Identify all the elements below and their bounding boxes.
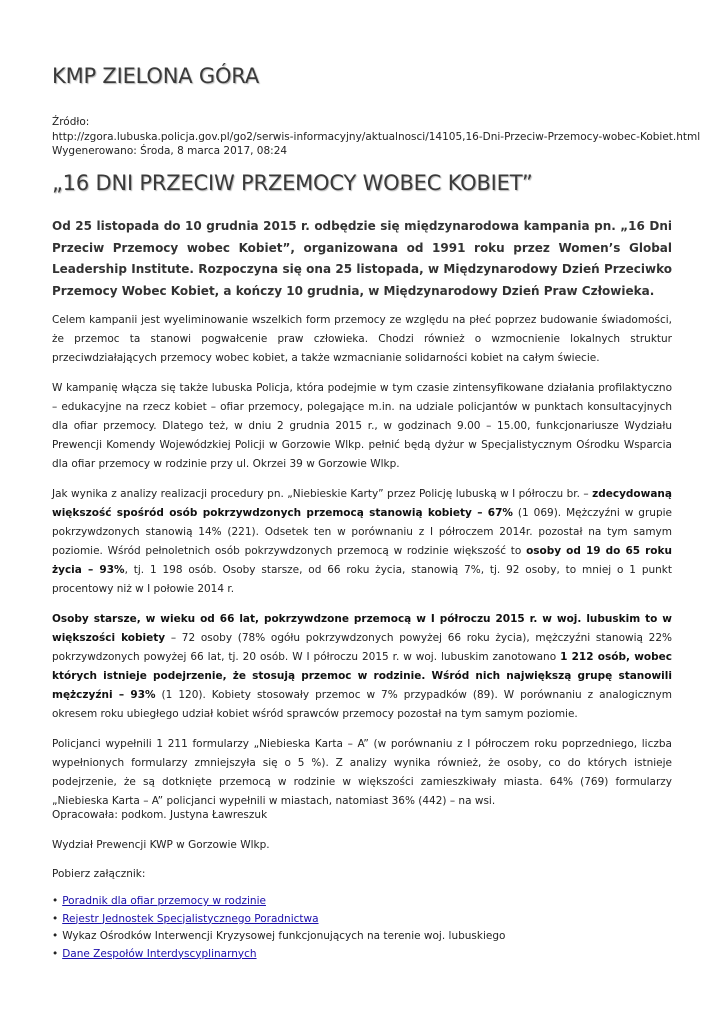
attachment-text-crisis-centers: Wykaz Ośrodków Interwencji Kryzysowej funkcjonujących na terenie woj. lubuskiego: [62, 930, 506, 942]
list-item: [52, 946, 505, 964]
text-segment: , tj. 1 198 osób. Osoby starsze, od 66 roku życia, stanowią 7%, tj. 92 osoby, to mniej o 1 punkt procentowy niż w I połowie 2014 r.: [52, 564, 672, 595]
article-body: [52, 311, 672, 822]
attachment-link-teams[interactable]: Dane Zespołów Interdyscyplinarnych: [62, 947, 257, 960]
text-segment: (1 120). Kobiety stosowały przemoc w 7% przypadków (89). W porównaniu z analogicznym okresem roku ubiegłego udział kobiet wśród sprawców przemocy pozostał na tym samym poziomie.: [52, 689, 673, 720]
source-label: Źródło:: [52, 116, 90, 128]
paragraph-campaign-goal: Celem kampanii jest wyeliminowanie wszelkich form przemocy ze względu na płeć poprzez budowanie świadomości, że przemoc ta stanowi pogwałcenie praw człowieka. Chodzi również o wzmocnienie lokalnych struktur przeciwdziałających przemocy wobec kobiet, a także wzmacnianie solidarności kobiet na całym świecie.: [52, 314, 672, 364]
author: Opracowała: podkom. Justyna Ławreszuk: [52, 809, 268, 821]
paragraph-blue-card-forms: Policjanci wypełnili 1 211 formularzy „Niebieska Karta – A” (w porównaniu z I półroczem roku poprzedniego, liczba wypełnionych formularzy zmniejszyła się o 5 %). Z analizy wynika również, że osoby, co do których istnieje podejrzenie, że są dotknięte przemocą w rodzinie w większości zamieszkiwały miasta. 64% (769) formularzy „Niebieska Karta – A” policjanci wypełnili w miastach, natomiast 36% (442) – na wsi.: [52, 738, 672, 807]
source-info: [52, 115, 700, 159]
department: Wydział Prewencji KWP w Gorzowie Wlkp.: [52, 839, 270, 851]
bold-segment: zdecydowaną większość spośród osób pokrzywdzonych przemocą stanowią kobiety – 67%: [52, 488, 672, 519]
paragraph-victim-statistics: [52, 485, 672, 599]
generated-date: Wygenerowano: Środa, 8 marca 2017, 08:24: [52, 145, 288, 157]
paragraph-elderly-statistics: [52, 610, 672, 724]
text-segment: – 72 osoby (78% ogółu pokrzywdzonych powyżej 66 roku życia), mężczyźni stanowią 22% pokrzywdzonych powyżej 66 lat, tj. 20 osób. W I półroczu 2015 r. w woj. lubuskim zanotowano: [52, 632, 672, 663]
text-segment: (1 069). Mężczyźni w grupie pokrzywdzonych stanowią 14% (221). Odsetek ten w porównaniu z I półroczem 2014r. pozostał na tym samym poziomie. Wśród pełnoletnich osób pokrzywdzonych przemocą w rodzinie większość to: [52, 507, 672, 557]
list-item: [52, 911, 505, 929]
source-url: http://zgora.lubuska.policja.gov.pl/go2/serwis-informacyjny/aktualnosci/14105,16-Dni-Przeciw-Przemocy-wobec-Kobiet.html: [52, 130, 701, 143]
site-title: KMP ZIELONA GÓRA: [52, 64, 260, 88]
text-segment: Jak wynika z analizy realizacji procedury pn. „Niebieskie Karty” przez Policję lubuską w I półroczu br. –: [52, 488, 593, 500]
paragraph-police-involvement: W kampanię włącza się także lubuska Policja, która podejmie w tym czasie zintensyfikowane działania profilaktyczno – edukacyjne na rzecz kobiet – ofiar przemocy, polegające m.in. na udziale policjantów w punktach konsultacyjnych dla ofiar przemocy. Dlatego też, w dniu 2 grudnia 2015 r., w godzinach 9.00 – 15.00, funkcjonariusze Wydziału Prewencji Komendy Wojewódzkiej Policji w Gorzowie Wlkp. pełnić będą dyżur w Specjalistycznym Ośrodku Wsparcia dla ofiar przemocy w rodzinie przy ul. Okrzei 39 w Gorzowie Wlkp.: [52, 382, 672, 470]
bold-segment: 1 212 osób, wobec których istnieje podejrzenie, że stosują przemoc w rodzinie. Wśród nich największą grupę stanowili mężczyźni – 93%: [52, 651, 672, 701]
attachment-list: [52, 893, 505, 963]
article-title: „16 DNI PRZECIW PRZEMOCY WOBEC KOBIET”: [52, 171, 533, 195]
download-label: Pobierz załącznik:: [52, 868, 146, 880]
bold-segment: osoby od 19 do 65 roku życia – 93%: [52, 545, 672, 576]
bold-segment: Osoby starsze, w wieku od 66 lat, pokrzywdzone przemocą w I półroczu 2015 r. w woj. lubuskim to w większości kobiety: [52, 613, 672, 644]
attachment-link-guide[interactable]: Poradnik dla ofiar przemocy w rodzinie: [62, 895, 266, 907]
attachment-link-register[interactable]: Rejestr Jednostek Specjalistycznego Poradnictwa: [62, 912, 319, 925]
list-item: [52, 928, 505, 946]
list-item: [52, 893, 505, 911]
article-lead: Od 25 listopada do 10 grudnia 2015 r. odbędzie się międzynarodowa kampania pn. „16 Dni Przeciw Przemocy wobec Kobiet”, organizowana od 1991 roku przez Women’s Global Leadership Institute. Rozpoczyna się ona 25 listopada, w Międzynarodowy Dzień Przeciwko Przemocy Wobec Kobiet, a kończy 10 grudnia, w Międzynarodowy Dzień Praw Człowieka.: [52, 219, 672, 298]
